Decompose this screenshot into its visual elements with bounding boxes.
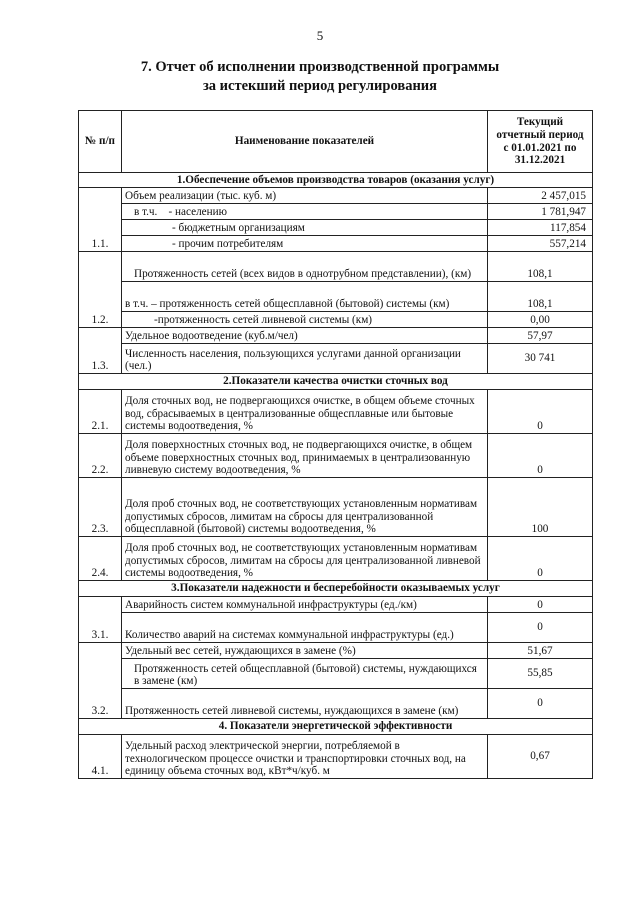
row-name: Доля поверхностных сточных вод, не подвергающихся очистке, в общем объеме поверхностных сточных вод, принимаемых в централизованную ливневую систему водоотведения, % [122,434,488,478]
row-name: Доля проб сточных вод, не соответствующих установленным нормативам допустимых сбросов, лимитам на сбросы для централизованной общесплавной (бытовой) системы водоотведения, % [122,478,488,537]
row-number: 2.3. [79,478,122,537]
table-row [79,220,593,236]
row-value: 0 [488,434,593,478]
row-name: Аварийность систем коммунальной инфраструктуры (ед./км) [122,597,488,613]
table-row [79,689,593,719]
row-number: 1.1. [79,188,122,252]
table-row [79,390,593,434]
section-row [79,581,593,597]
row-number: 2.2. [79,434,122,478]
row-name: в т.ч. - населению [122,204,488,220]
row-name: Численность населения, пользующихся услугами данной организации (чел.) [122,344,488,374]
table-row [79,659,593,689]
row-name: - бюджетным организациям [122,220,488,236]
row-name: Протяженность сетей (всех видов в однотрубном представлении), (км) [122,252,488,282]
row-number: 1.2. [79,252,122,328]
row-value: 117,854 [488,220,593,236]
table-row [79,643,593,659]
row-value: 0 [488,390,593,434]
title-line-2: за истекший период регулирования [202,78,438,94]
table-header-row [79,111,593,173]
report-table [78,110,593,779]
table-row [79,236,593,252]
row-number: 4.1. [79,735,122,779]
row-value: 0 [488,537,593,581]
row-value: 0 [488,689,593,719]
row-name: -протяженность сетей ливневой системы (км) [122,312,488,328]
row-value: 57,97 [488,328,593,344]
table-row [79,252,593,282]
row-name: Протяженность сетей общесплавной (бытовой) системы, нуждающихся в замене (км) [122,659,488,689]
row-value: 51,67 [488,643,593,659]
row-number: 1.3. [79,328,122,374]
row-value: 0 [488,613,593,643]
row-name: Количество аварий на системах коммунальной инфраструктуры (ед.) [122,613,488,643]
table-row [79,312,593,328]
table-row [79,613,593,643]
row-name: Объем реализации (тыс. куб. м) [122,188,488,204]
header-value: Текущий отчетный период с 01.01.2021 по 31.12.2021 [488,111,593,173]
table-row [79,735,593,779]
row-name: - прочим потребителям [122,236,488,252]
section-row [79,374,593,390]
table-row [79,204,593,220]
section-title: 3.Показатели надежности и бесперебойности оказываемых услуг [79,581,593,597]
row-value: 1 781,947 [488,204,593,220]
table-row [79,282,593,312]
row-value: 108,1 [488,252,593,282]
row-name: Удельный вес сетей, нуждающихся в замене (%) [122,643,488,659]
table-row [79,188,593,204]
header-num: № п/п [79,111,122,173]
page-number: 5 [316,28,324,43]
row-number: 3.1. [79,597,122,643]
row-name: Удельный расход электрической энергии, потребляемой в технологическом процессе очистки и транспортировки сточных вод, на единицу объема сточных вод, кВт*ч/куб. м [122,735,488,779]
row-name: Доля проб сточных вод, не соответствующих установленным нормативам допустимых сбросов, лимитам на сбросы для централизованной ливневой системы водоотведения, % [122,537,488,581]
header-name: Наименование показателей [122,111,488,173]
row-name: Доля сточных вод, не подвергающихся очистке, в общем объеме сточных вод, сбрасываемых в централизованные общесплавные или бытовые системы водоотведения, % [122,390,488,434]
row-value: 55,85 [488,659,593,689]
row-value: 0,67 [488,735,593,779]
section-title: 1.Обеспечение объемов производства товаров (оказания услуг) [79,173,593,188]
table-row [79,597,593,613]
row-value: 557,214 [488,236,593,252]
row-value: 30 741 [488,344,593,374]
table-row [79,478,593,537]
table-row [79,328,593,344]
row-name: Удельное водоотведение (куб.м/чел) [122,328,488,344]
row-number: 2.4. [79,537,122,581]
row-value: 108,1 [488,282,593,312]
row-value: 2 457,015 [488,188,593,204]
section-title: 2.Показатели качества очистки сточных вод [79,374,593,390]
table-row [79,434,593,478]
section-row [79,173,593,188]
title-line-1: 7. Отчет об исполнении производственной программы [140,59,500,75]
document-title [40,58,600,96]
row-value: 0 [488,597,593,613]
section-row [79,719,593,735]
row-value: 100 [488,478,593,537]
row-number: 2.1. [79,390,122,434]
row-name: в т.ч. – протяженность сетей общесплавной (бытовой) системы (км) [122,282,488,312]
table-row [79,344,593,374]
table-row [79,537,593,581]
row-number: 3.2. [79,643,122,719]
row-value: 0,00 [488,312,593,328]
section-title: 4. Показатели энергетической эффективности [79,719,593,735]
row-name: Протяженность сетей ливневой системы, нуждающихся в замене (км) [122,689,488,719]
